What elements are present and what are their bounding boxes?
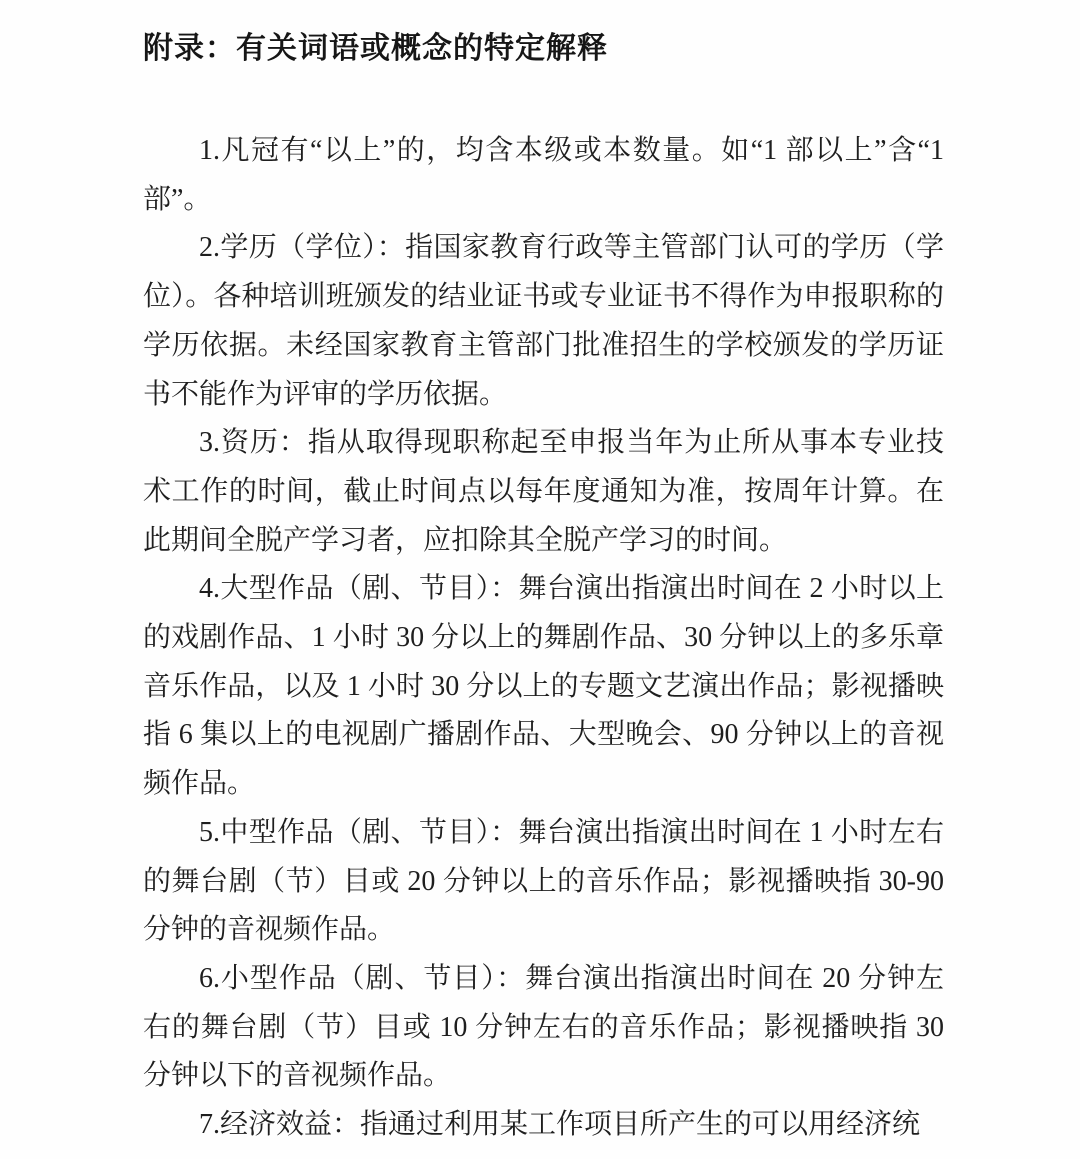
paragraph-6: 6.小型作品（剧、节目）：舞台演出指演出时间在 20 分钟左右的舞台剧（节）目或 10 分钟左右的音乐作品；影视播映指 30 分钟以下的音视频作品。 [143, 962, 944, 1092]
paragraph-4: 4.大型作品（剧、节目）：舞台演出指演出时间在 2 小时以上的戏剧作品、1 小时 30 分以上的舞剧作品、30 分钟以上的多乐章音乐作品，以及 1 小时 30 分以上的专题文艺演出作品；影视播映指 6 集以上的电视剧广播剧作品、大型晚会、90 分钟以上的音视频作品。 [143, 573, 944, 800]
paragraph-3: 3.资历：指从取得现职称起至申报当年为止所从事本专业技术工作的时间，截止时间点以每年度通知为准，按周年计算。在此期间全脱产学习者，应扣除其全脱产学习的时间。 [143, 427, 944, 556]
paragraph-5: 5.中型作品（剧、节目）：舞台演出指演出时间在 1 小时左右的舞台剧（节）目或 20 分钟以上的音乐作品；影视播映指 30-90 分钟的音视频作品。 [143, 816, 944, 946]
document-title: 附录：有关词语或概念的特定解释 [143, 32, 608, 65]
document-body [143, 127, 944, 1150]
paragraph-7: 7.经济效益：指通过利用某工作项目所产生的可以用经济统 [199, 1109, 921, 1141]
paragraph-1: 1.凡冠有“以上”的，均含本级或本数量。如“1 部以上”含“1 部”。 [143, 135, 944, 215]
paragraph-2: 2.学历（学位）：指国家教育行政等主管部门认可的学历（学位）。各种培训班颁发的结业证书或专业证书不得作为申报职称的学历依据。未经国家教育主管部门批准招生的学校颁发的学历证书不能作为评审的学历依据。 [143, 232, 944, 410]
